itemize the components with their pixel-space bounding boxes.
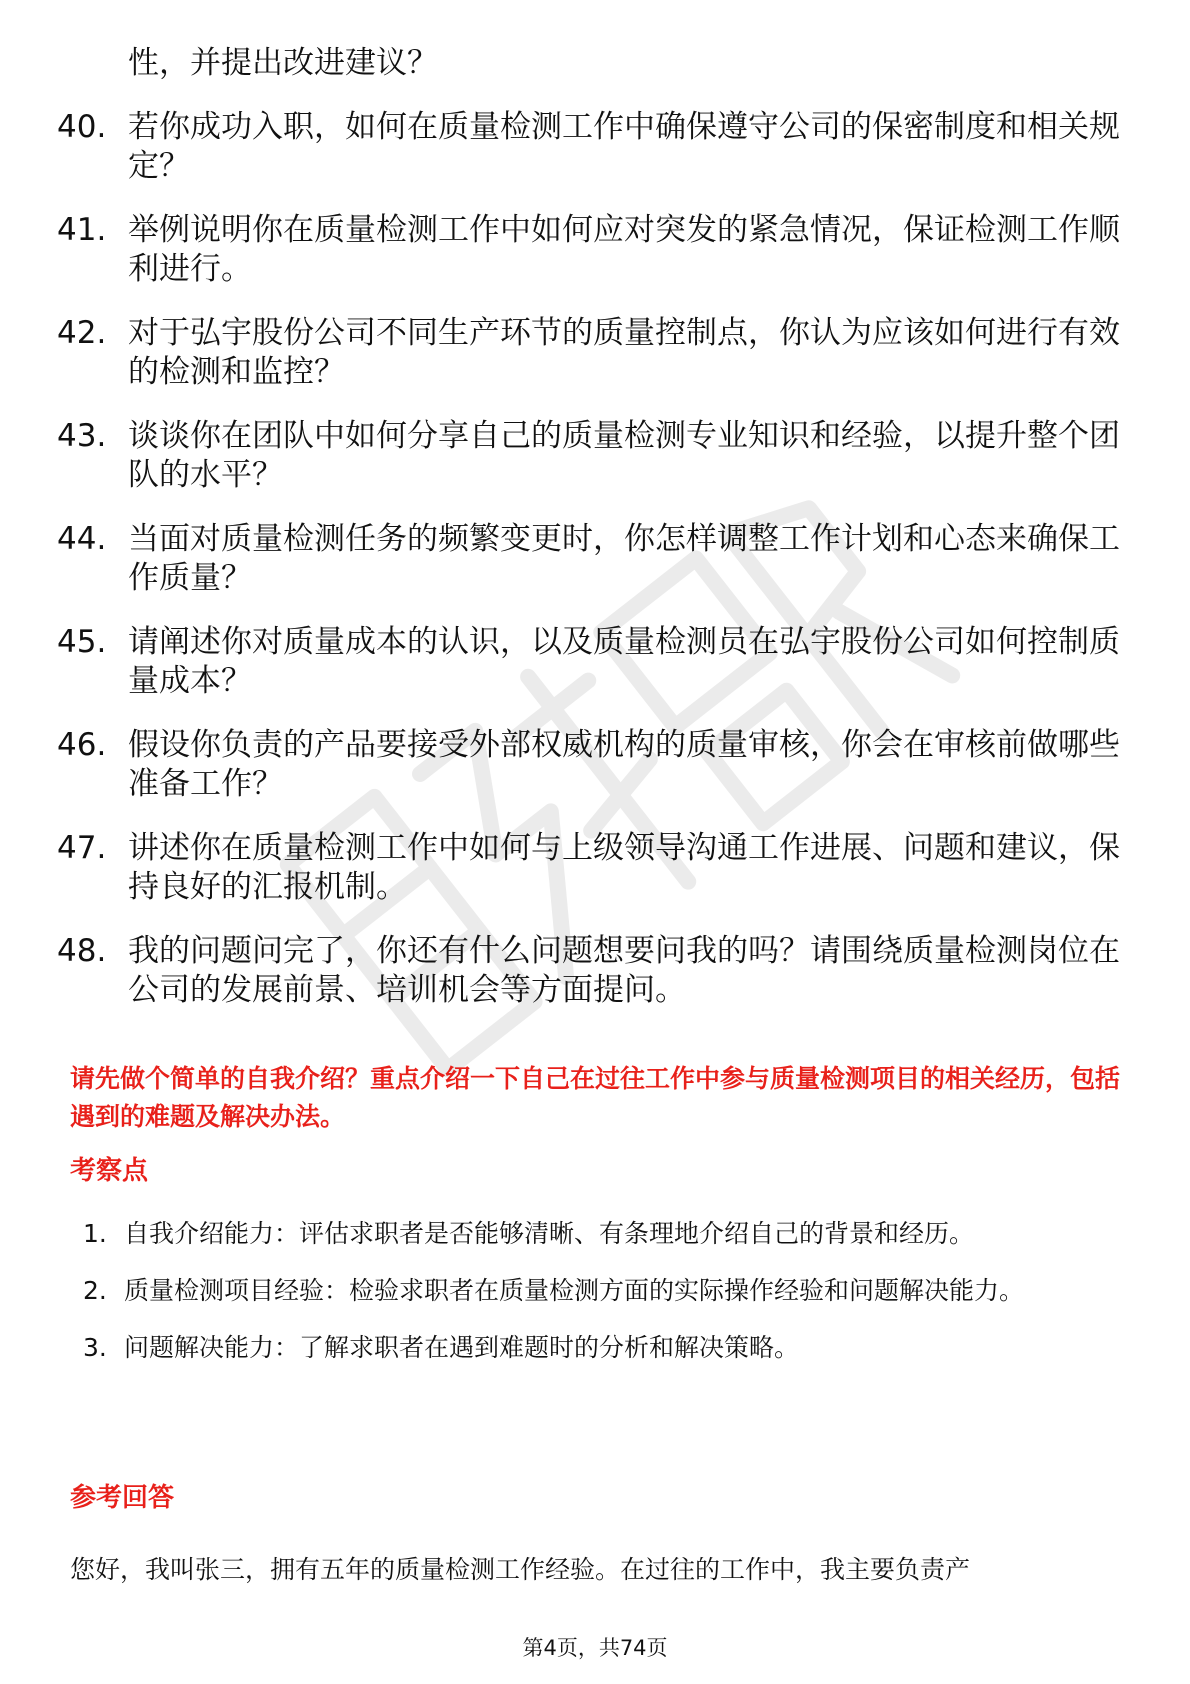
question-item: [57, 932, 1137, 1010]
question-number: 47.: [57, 830, 107, 866]
assessment-points: [83, 1205, 1123, 1376]
point-number: 1.: [83, 1219, 107, 1248]
question-text: 请阐述你对质量成本的认识，以及质量检测员在弘宇股份公司如何控制质量成本？: [128, 624, 1120, 699]
question-number: 46.: [57, 727, 107, 763]
point-text: 质量检测项目经验：检验求职者在质量检测方面的实际操作经验和问题解决能力。: [124, 1276, 1025, 1305]
reference-answer: 您好，我叫张三，拥有五年的质量检测工作经验。在过往的工作中，我主要负责产: [70, 1555, 971, 1584]
point-text: 问题解决能力：了解求职者在遇到难题时的分析和解决策略。: [124, 1333, 800, 1362]
question-number: 44.: [57, 521, 107, 557]
question-text: 举例说明你在质量检测工作中如何应对突发的紧急情况，保证检测工作顺利进行。: [128, 212, 1120, 287]
question-number: 40.: [57, 109, 107, 145]
question-text: 谈谈你在团队中如何分享自己的质量检测专业知识和经验，以提升整个团队的水平？: [128, 418, 1120, 493]
question-continuation: 性，并提出改进建议？: [128, 45, 438, 81]
question-item: [57, 108, 1137, 186]
question-item: [57, 314, 1137, 392]
page-footer: 第4页，共74页: [522, 1636, 668, 1660]
assessment-heading: 考察点: [70, 1156, 149, 1186]
question-item: [57, 829, 1137, 907]
question-text: 若你成功入职，如何在质量检测工作中确保遵守公司的保密制度和相关规定？: [128, 109, 1120, 184]
question-text: 我的问题问完了，你还有什么问题想要问我的吗？请围绕质量检测岗位在公司的发展前景、培训机会等方面提问。: [128, 933, 1120, 1008]
question-number: 48.: [57, 933, 107, 969]
question-text: 对于弘宇股份公司不同生产环节的质量控制点，你认为应该如何进行有效的检测和监控？: [128, 315, 1120, 390]
question-text: 当面对质量检测任务的频繁变更时，你怎样调整工作计划和心态来确保工作质量？: [128, 521, 1120, 596]
question-item: [57, 623, 1137, 701]
point-text: 自我介绍能力：评估求职者是否能够清晰、有条理地介绍自己的背景和经历。: [124, 1219, 975, 1248]
question-number: 42.: [57, 315, 107, 351]
assessment-point: [83, 1205, 1123, 1262]
question-number: 41.: [57, 212, 107, 248]
question-item: [57, 520, 1137, 598]
question-number: 45.: [57, 624, 107, 660]
highlighted-question: 请先做个简单的自我介绍？重点介绍一下自己在过往工作中参与质量检测项目的相关经历，包括遇到的难题及解决办法。: [70, 1064, 1121, 1131]
question-item: [57, 417, 1137, 495]
question-list: [57, 44, 1137, 1035]
question-number: 43.: [57, 418, 107, 454]
point-number: 2.: [83, 1276, 107, 1305]
question-item: [57, 211, 1137, 289]
reference-heading: 参考回答: [70, 1483, 175, 1513]
assessment-point: [83, 1319, 1123, 1376]
point-number: 3.: [83, 1333, 107, 1362]
question-text: 假设你负责的产品要接受外部权威机构的质量审核，你会在审核前做哪些准备工作？: [128, 727, 1120, 802]
question-text: 讲述你在质量检测工作中如何与上级领导沟通工作进展、问题和建议，保持良好的汇报机制。: [128, 830, 1120, 905]
question-item: [57, 726, 1137, 804]
assessment-point: [83, 1262, 1123, 1319]
